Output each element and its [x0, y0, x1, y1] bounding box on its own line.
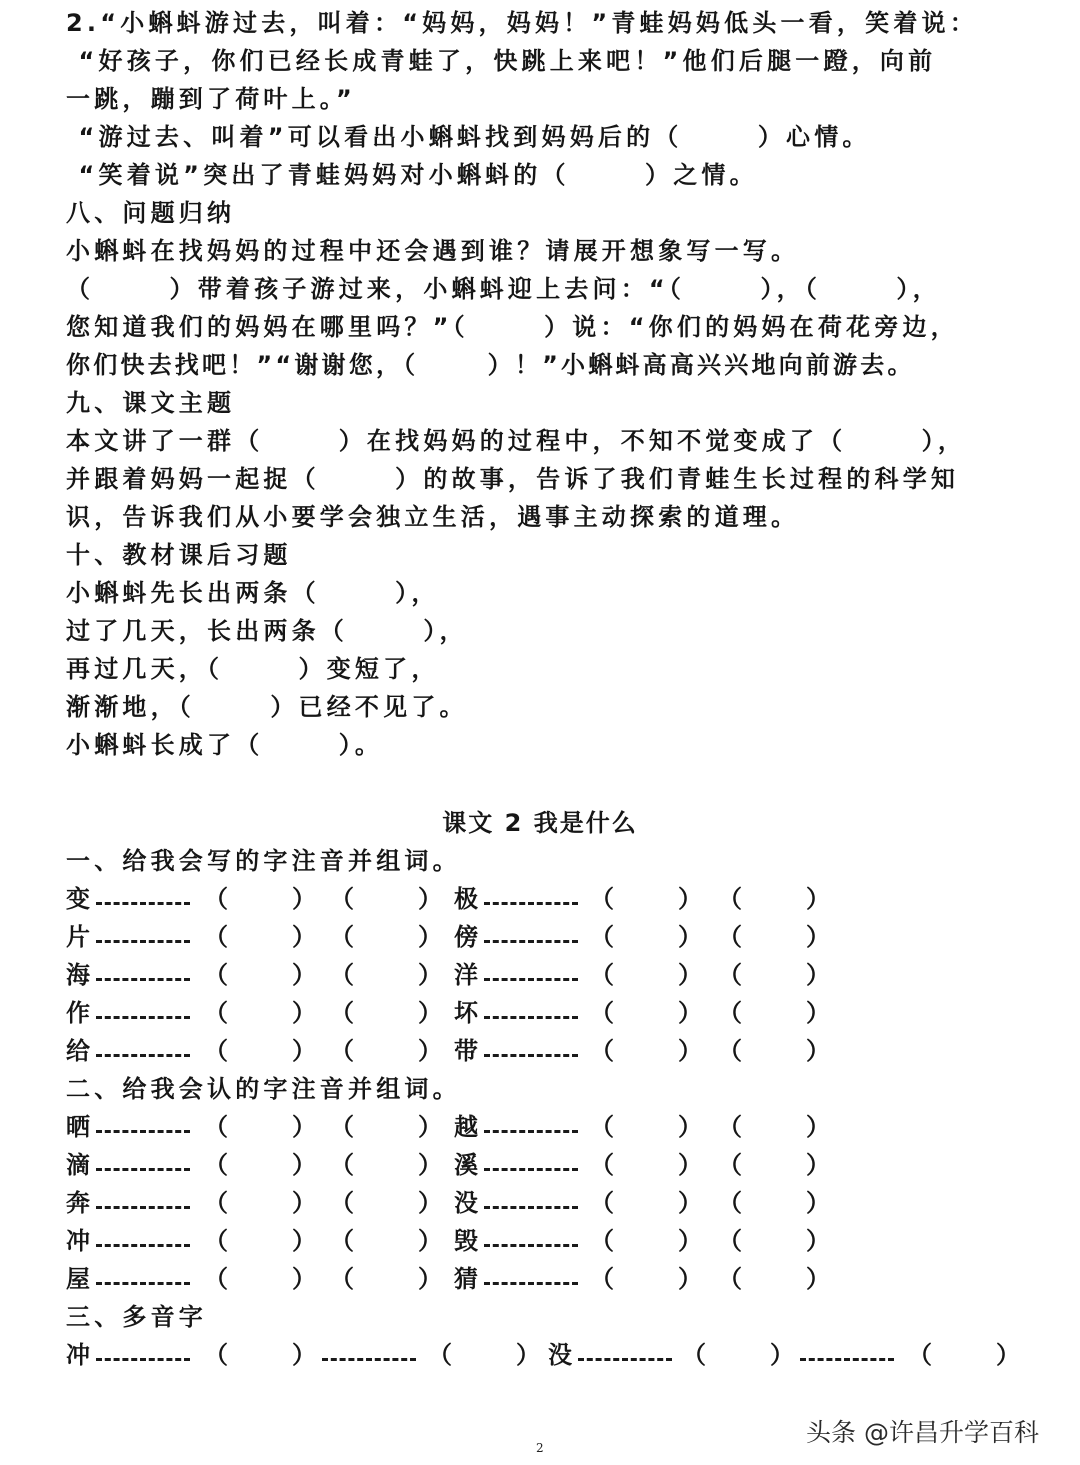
- paren-open: （: [718, 1227, 742, 1255]
- char-right: 坏: [454, 999, 478, 1027]
- page-number: 2: [536, 1441, 544, 1455]
- paren-close: ）: [292, 885, 316, 913]
- char-right: 带: [454, 1037, 478, 1065]
- paren-open: （: [428, 1341, 452, 1369]
- paren-close: ）: [678, 1265, 702, 1293]
- q2-line-1: 2.“小蝌蚪游过去，叫着：“妈妈，妈妈！”青蛙妈妈低头一看，笑着说：: [66, 9, 978, 37]
- paren-open: （: [682, 1341, 706, 1369]
- section-ten-line-5: 小蝌蚪长成了（ ）。: [66, 731, 384, 759]
- paren-close: ）: [418, 923, 442, 951]
- char-left: 片: [66, 923, 90, 951]
- section-eight-line-2: （ ）带着孩子游过来，小蝌蚪迎上去问：“（ ），（ ），: [66, 275, 941, 303]
- paren-close: ）: [678, 1227, 702, 1255]
- char-left: 滴: [66, 1151, 90, 1179]
- pinyin-blank[interactable]: [92, 922, 190, 952]
- q2-line-5: “笑着说”突出了青蛙妈妈对小蝌蚪的（ ）之情。: [66, 161, 758, 189]
- pinyin-blank[interactable]: [92, 1264, 190, 1294]
- pinyin-blank[interactable]: [92, 998, 190, 1028]
- paren-open: （: [590, 1189, 614, 1217]
- paren-open: （: [330, 1265, 354, 1293]
- paren-open: （: [718, 999, 742, 1027]
- char-left: 屋: [66, 1265, 90, 1293]
- pinyin-blank[interactable]: [92, 1150, 190, 1180]
- pinyin-blank[interactable]: [796, 1340, 894, 1370]
- paren-open: （: [590, 999, 614, 1027]
- paren-open: （: [590, 1151, 614, 1179]
- paren-close: ）: [292, 1037, 316, 1065]
- section-nine-line-2: 并跟着妈妈一起捉（ ）的故事，告诉了我们青蛙生长过程的科学知: [66, 465, 960, 493]
- paren-close: ）: [770, 1341, 794, 1369]
- section-ten-line-1: 小蝌蚪先长出两条（ ），: [66, 579, 440, 607]
- paren-close: ）: [678, 1113, 702, 1141]
- char-right: 毁: [454, 1227, 478, 1255]
- pinyin-blank[interactable]: [92, 1036, 190, 1066]
- paren-close: ）: [292, 1341, 316, 1369]
- pinyin-blank[interactable]: [480, 960, 578, 990]
- paren-open: （: [330, 885, 354, 913]
- pinyin-blank[interactable]: [480, 1036, 578, 1066]
- char-left: 海: [66, 961, 90, 989]
- char-left: 给: [66, 1037, 90, 1065]
- pinyin-blank[interactable]: [92, 960, 190, 990]
- paren-close: ）: [292, 1265, 316, 1293]
- paren-close: ）: [418, 999, 442, 1027]
- paren-close: ）: [806, 1113, 830, 1141]
- paren-open: （: [330, 923, 354, 951]
- paren-open: （: [204, 1151, 228, 1179]
- paren-open: （: [590, 1037, 614, 1065]
- paren-close: ）: [418, 885, 442, 913]
- section-eight-line-3: 您知道我们的妈妈在哪里吗？”（ ）说：“你们的妈妈在荷花旁边，: [66, 313, 959, 341]
- paren-close: ）: [292, 961, 316, 989]
- paren-open: （: [590, 885, 614, 913]
- pinyin-blank[interactable]: [480, 1150, 578, 1180]
- paren-open: （: [590, 1265, 614, 1293]
- char-left: 变: [66, 885, 90, 913]
- paren-open: （: [718, 961, 742, 989]
- paren-open: （: [590, 961, 614, 989]
- char-right: 越: [454, 1113, 478, 1141]
- section-ten-line-3: 再过几天，（ ）变短了，: [66, 655, 440, 683]
- paren-close: ）: [806, 885, 830, 913]
- pinyin-blank[interactable]: [480, 1264, 578, 1294]
- char-right: 溪: [454, 1151, 478, 1179]
- paren-open: （: [330, 1151, 354, 1179]
- paren-close: ）: [806, 961, 830, 989]
- char-right: 没: [454, 1189, 478, 1217]
- paren-open: （: [718, 1189, 742, 1217]
- paren-open: （: [204, 1113, 228, 1141]
- paren-close: ）: [806, 1151, 830, 1179]
- pinyin-blank[interactable]: [92, 1226, 190, 1256]
- char-right: 傍: [454, 923, 478, 951]
- section-nine-line-3: 识，告诉我们从小要学会独立生活，遇事主动探索的道理。: [66, 503, 800, 531]
- paren-close: ）: [806, 1189, 830, 1217]
- paren-close: ）: [806, 923, 830, 951]
- section-ten-line-2: 过了几天，长出两条（ ），: [66, 617, 468, 645]
- paren-close: ）: [292, 923, 316, 951]
- section-eight-line-1: 小蝌蚪在找妈妈的过程中还会遇到谁？请展开想象写一写。: [66, 237, 800, 265]
- pinyin-blank[interactable]: [92, 1188, 190, 1218]
- pinyin-blank[interactable]: [92, 1340, 190, 1370]
- paren-close: ）: [418, 1151, 442, 1179]
- paren-open: （: [590, 1227, 614, 1255]
- paren-close: ）: [418, 1037, 442, 1065]
- lesson-two-title: 课文 2 我是什么: [442, 809, 638, 837]
- section-nine-heading: 九、课文主题: [66, 389, 236, 417]
- paren-open: （: [590, 1113, 614, 1141]
- pinyin-blank[interactable]: [480, 1226, 578, 1256]
- char-right: 极: [454, 885, 478, 913]
- paren-open: （: [204, 1189, 228, 1217]
- pinyin-blank[interactable]: [92, 884, 190, 914]
- paren-close: ）: [678, 961, 702, 989]
- q2-line-4: “游过去、叫着”可以看出小蝌蚪找到妈妈后的（ ）心情。: [66, 123, 871, 151]
- paren-open: （: [718, 923, 742, 951]
- paren-open: （: [330, 1113, 354, 1141]
- paren-close: ）: [678, 885, 702, 913]
- section-eight-heading: 八、问题归纳: [66, 199, 236, 227]
- section-ten-heading: 十、教材课后习题: [66, 541, 292, 569]
- paren-open: （: [204, 1341, 228, 1369]
- paren-open: （: [204, 885, 228, 913]
- polyphone-char-1: 冲: [66, 1341, 90, 1369]
- polyphone-char-2: 没: [548, 1341, 572, 1369]
- part-one-heading: 一、给我会写的字注音并组词。: [66, 847, 461, 875]
- paren-close: ）: [292, 1113, 316, 1141]
- pinyin-blank[interactable]: [480, 998, 578, 1028]
- paren-open: （: [204, 1265, 228, 1293]
- part-three-heading: 三、多音字: [66, 1303, 207, 1331]
- paren-close: ）: [678, 1189, 702, 1217]
- paren-open: （: [330, 1037, 354, 1065]
- paren-close: ）: [292, 1189, 316, 1217]
- paren-close: ）: [678, 999, 702, 1027]
- part-two-heading: 二、给我会认的字注音并组词。: [66, 1075, 461, 1103]
- paren-close: ）: [418, 1227, 442, 1255]
- paren-open: （: [330, 999, 354, 1027]
- paren-close: ）: [292, 999, 316, 1027]
- section-nine-line-1: 本文讲了一群（ ）在找妈妈的过程中，不知不觉变成了（ ），: [66, 427, 967, 455]
- section-eight-line-4: 你们快去找吧！”“谢谢您，（ ）！”小蝌蚪高高兴兴地向前游去。: [66, 351, 915, 379]
- paren-close: ）: [806, 1265, 830, 1293]
- paren-open: （: [590, 923, 614, 951]
- paren-close: ）: [678, 1151, 702, 1179]
- watermark: 头条 @许昌升学百科: [806, 1418, 1039, 1447]
- pinyin-blank[interactable]: [480, 884, 578, 914]
- paren-close: ）: [806, 1037, 830, 1065]
- paren-close: ）: [418, 1113, 442, 1141]
- pinyin-blank[interactable]: [480, 1188, 578, 1218]
- paren-open: （: [204, 1227, 228, 1255]
- paren-close: ）: [292, 1151, 316, 1179]
- pinyin-blank[interactable]: [480, 922, 578, 952]
- paren-close: ）: [418, 1265, 442, 1293]
- pinyin-blank[interactable]: [574, 1340, 672, 1370]
- char-left: 奔: [66, 1189, 90, 1217]
- paren-close: ）: [806, 999, 830, 1027]
- paren-open: （: [718, 885, 742, 913]
- char-left: 晒: [66, 1113, 90, 1141]
- paren-close: ）: [418, 961, 442, 989]
- paren-open: （: [204, 999, 228, 1027]
- char-right: 猜: [454, 1265, 478, 1293]
- paren-close: ）: [996, 1341, 1020, 1369]
- paren-close: ）: [678, 1037, 702, 1065]
- paren-open: （: [330, 961, 354, 989]
- paren-open: （: [908, 1341, 932, 1369]
- q2-line-2: “好孩子，你们已经长成青蛙了，快跳上来吧！”他们后腿一蹬，向前: [66, 47, 937, 75]
- char-right: 洋: [454, 961, 478, 989]
- pinyin-blank[interactable]: [480, 1112, 578, 1142]
- paren-open: （: [204, 1037, 228, 1065]
- paren-open: （: [330, 1227, 354, 1255]
- section-ten-line-4: 渐渐地，（ ）已经不见了。: [66, 693, 468, 721]
- paren-open: （: [204, 961, 228, 989]
- paren-close: ）: [516, 1341, 540, 1369]
- pinyin-blank[interactable]: [318, 1340, 416, 1370]
- paren-open: （: [718, 1037, 742, 1065]
- q2-line-3: 一跳，蹦到了荷叶上。”: [66, 85, 356, 113]
- paren-close: ）: [292, 1227, 316, 1255]
- paren-close: ）: [806, 1227, 830, 1255]
- paren-open: （: [718, 1265, 742, 1293]
- paren-close: ）: [418, 1189, 442, 1217]
- paren-open: （: [204, 923, 228, 951]
- char-left: 冲: [66, 1227, 90, 1255]
- paren-open: （: [330, 1189, 354, 1217]
- char-left: 作: [66, 999, 90, 1027]
- paren-close: ）: [678, 923, 702, 951]
- paren-open: （: [718, 1151, 742, 1179]
- paren-open: （: [718, 1113, 742, 1141]
- pinyin-blank[interactable]: [92, 1112, 190, 1142]
